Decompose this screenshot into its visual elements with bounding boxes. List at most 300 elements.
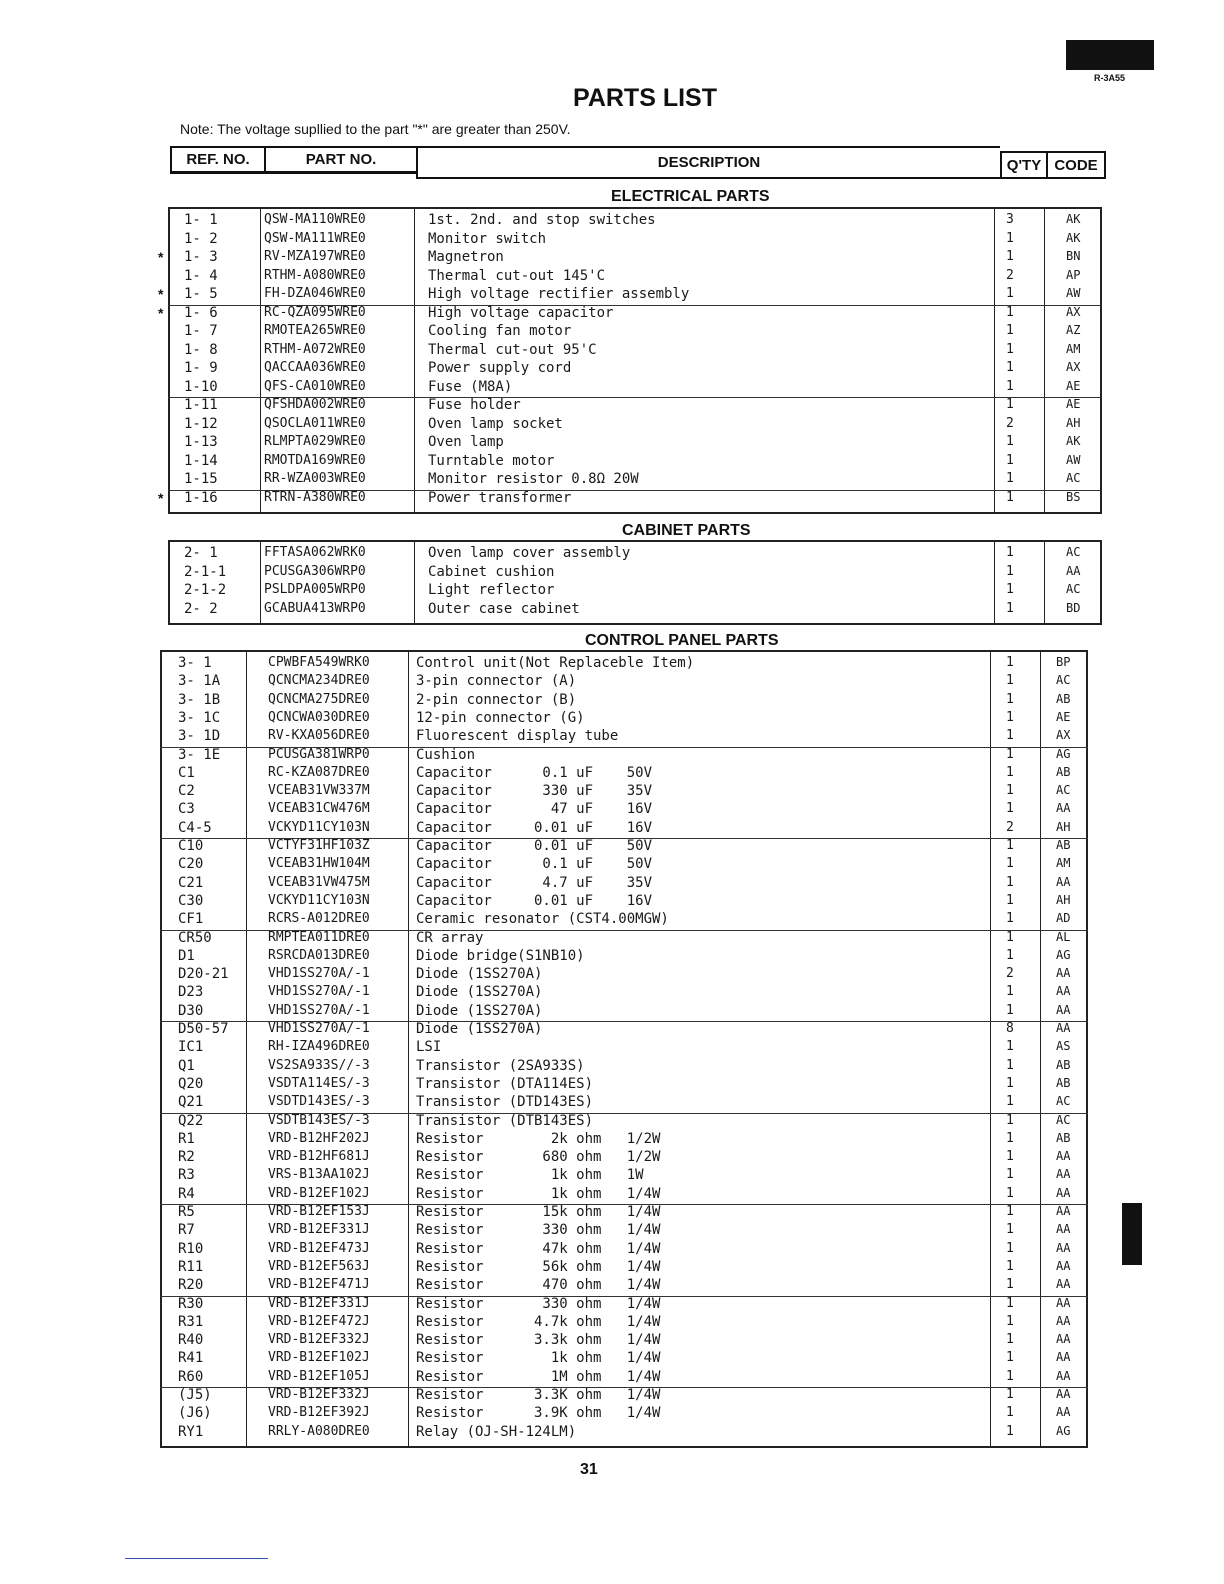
qty-cell: 1 [1006,764,1014,780]
table-row [160,1021,1088,1039]
part-no-cell: RC-QZA095WRE0 [264,304,366,320]
description-cell: 2-pin connector (B) [416,691,577,708]
table-row [160,1204,1088,1222]
code-cell: AW [1066,286,1081,300]
part-no-cell: VRD-B12EF153J [268,1204,370,1219]
qty-cell: 1 [1006,947,1014,963]
part-no-cell: VSDTD143ES/-3 [268,1094,370,1110]
ref-no-cell: R20 [178,1277,204,1294]
code-cell: AG [1056,746,1071,761]
part-no-cell: VRD-B12EF331J [268,1222,370,1238]
part-no-cell: QCNCWA030DRE0 [268,709,370,725]
description-cell: Oven lamp socket [428,415,563,432]
code-cell: BN [1066,249,1081,263]
part-no-cell: PCUSGA381WRP0 [268,746,370,762]
code-cell: BD [1066,600,1081,615]
table-row [160,1076,1088,1094]
qty-cell: 1 [1006,673,1014,689]
ref-no-cell: R7 [178,1222,195,1239]
qty-cell: 1 [1006,378,1014,394]
qty-cell: 1 [1006,1258,1014,1274]
description-cell: Capacitor 330 uF 35V [416,783,653,800]
code-cell: AK [1066,434,1081,448]
qty-cell: 1 [1006,249,1014,264]
description-cell: Cabinet cushion [428,563,555,580]
high-voltage-mark: * [158,286,164,302]
table-row [168,582,1102,600]
qty-cell: 1 [1006,489,1014,505]
table-row [160,1094,1088,1112]
table-row [168,212,1102,230]
code-cell: AA [1056,1405,1071,1420]
qty-cell: 1 [1006,1167,1014,1183]
description-cell: Resistor 2k ohm 1/2W [416,1130,661,1147]
part-no-cell: VRD-B12EF471J [268,1277,370,1293]
code-cell: AA [1056,1240,1071,1255]
description-cell: Resistor 470 ohm 1/4W [416,1277,661,1294]
ref-no-cell: R1 [178,1130,195,1147]
qty-cell: 1 [1006,323,1014,338]
part-no-cell: RTHM-A080WRE0 [264,267,366,283]
qty-cell: 1 [1006,1368,1014,1384]
description-cell: Light reflector [428,582,555,598]
page-title: PARTS LIST [573,84,717,112]
description-cell: Capacitor 0.01 uF 16V [416,892,653,909]
qty-cell: 1 [1006,984,1014,1000]
description-cell: Thermal cut-out 145'C [428,267,606,284]
qty-cell: 1 [1006,286,1014,301]
part-no-cell: VHD1SS270A/-1 [268,1021,370,1036]
code-cell: AM [1056,856,1071,871]
description-cell: Resistor 3.3K ohm 1/4W [416,1387,661,1403]
ref-no-cell: R30 [178,1295,204,1312]
qty-cell: 1 [1006,1130,1014,1146]
code-cell: AA [1056,984,1071,999]
code-cell: AC [1056,673,1071,688]
ref-no-cell: IC1 [178,1039,204,1056]
table-row [168,286,1102,304]
description-cell: Resistor 47k ohm 1/4W [416,1240,661,1257]
code-cell: AA [1056,1350,1071,1365]
part-no-cell: PCUSGA306WRP0 [264,563,366,579]
ref-no-cell: 1-15 [184,471,218,487]
header-code: CODE [1048,151,1106,179]
ref-no-cell: C20 [178,856,204,873]
description-cell: Power supply cord [428,360,572,376]
description-cell: Diode bridge(S1NB10) [416,947,585,964]
part-no-cell: QSW-MA111WRE0 [264,230,366,246]
description-cell: Monitor resistor 0.8Ω 20W [428,471,639,487]
qty-cell: 1 [1006,1387,1014,1402]
header-part-no: PART NO. [266,146,416,174]
code-cell: AG [1056,1423,1071,1438]
qty-cell: 1 [1006,1332,1014,1348]
ref-no-cell: 1- 4 [184,267,218,284]
qty-cell: 1 [1006,1313,1014,1329]
table-row [160,1387,1088,1405]
part-no-cell: VCKYD11CY103N [268,819,370,835]
part-no-cell: FFTASA062WRK0 [264,545,366,560]
part-no-cell: VRD-B12EF473J [268,1240,370,1256]
header-description: DESCRIPTION [416,146,1000,179]
description-cell: Resistor 1k ohm 1W [416,1167,644,1184]
ref-no-cell: R2 [178,1149,195,1166]
table-row [168,397,1102,415]
table-row [160,673,1088,691]
table-row [168,564,1102,582]
qty-cell: 1 [1006,911,1014,927]
part-no-cell: VHD1SS270A/-1 [268,966,370,982]
description-cell: Resistor 3.9K ohm 1/4W [416,1405,661,1422]
code-cell: AA [1056,1368,1071,1383]
code-cell: AB [1056,764,1071,779]
table-row [168,379,1102,397]
part-no-cell: RSRCDA013DRE0 [268,947,370,963]
part-no-cell: QSOCLA011WRE0 [264,415,366,431]
description-cell: Transistor (DTB143ES) [416,1112,594,1129]
code-cell: AA [1056,1222,1071,1237]
table-row [160,710,1088,728]
code-cell: AC [1056,1094,1071,1109]
table-row [168,453,1102,471]
table-header [170,146,1106,184]
description-cell: CR array [416,929,484,946]
table-row [160,1350,1088,1368]
code-cell: AE [1056,709,1071,724]
electrical-parts-table [168,207,1102,514]
part-no-cell: GCABUA413WRP0 [264,600,366,616]
table-row [160,930,1088,948]
table-row [160,728,1088,746]
qty-cell: 1 [1006,746,1014,762]
code-cell: AB [1056,1075,1071,1090]
table-row [168,490,1102,508]
qty-cell: 1 [1006,1112,1014,1128]
qty-cell: 1 [1006,1405,1014,1421]
description-cell: Capacitor 4.7 uF 35V [416,874,653,891]
ref-no-cell: 1- 5 [184,286,218,302]
code-cell: AX [1066,304,1081,319]
ref-no-cell: 1-13 [184,434,218,450]
qty-cell: 1 [1006,1423,1014,1439]
code-cell: AA [1056,1258,1071,1273]
header-qty: Q'TY [1000,151,1048,179]
part-no-cell: FH-DZA046WRE0 [264,286,366,301]
code-cell: AZ [1066,323,1081,337]
description-cell: 12-pin connector (G) [416,709,585,726]
code-cell: AA [1056,801,1071,816]
table-row [168,360,1102,378]
ref-no-cell: R40 [178,1332,204,1349]
qty-cell: 1 [1006,1149,1014,1165]
table-row [168,342,1102,360]
part-no-cell: VCEAB31VW475M [268,874,370,890]
ref-no-cell: R5 [178,1204,195,1220]
qty-cell: 1 [1006,728,1014,744]
code-cell: AH [1066,415,1081,430]
table-row [168,416,1102,434]
description-cell: Resistor 330 ohm 1/4W [416,1222,661,1239]
table-row [168,601,1102,619]
part-no-cell: VRD-B12EF563J [268,1258,370,1274]
description-cell: Resistor 680 ohm 1/2W [416,1149,661,1166]
description-cell: Resistor 4.7k ohm 1/4W [416,1313,661,1330]
table-row [160,1405,1088,1423]
table-row [160,875,1088,893]
table-row [168,434,1102,452]
table-row [160,911,1088,929]
table-row [160,1369,1088,1387]
qty-cell: 2 [1006,267,1014,283]
part-no-cell: RMOTEA265WRE0 [264,323,366,338]
code-cell: AA [1056,1204,1071,1218]
ref-no-cell: 2- 2 [184,600,218,617]
ref-no-cell: C4-5 [178,819,212,836]
part-no-cell: VRD-B12EF102J [268,1185,370,1201]
code-cell: AA [1056,1149,1071,1164]
table-row [160,801,1088,819]
part-no-cell: VRD-B12EF392J [268,1405,370,1421]
ref-no-cell: D1 [178,947,195,964]
section-title-electrical: ELECTRICAL PARTS [611,188,770,205]
ref-no-cell: Q1 [178,1057,195,1074]
table-row [160,820,1088,838]
ref-no-cell: R31 [178,1313,204,1330]
table-row [160,838,1088,856]
qty-cell: 1 [1006,1057,1014,1073]
ref-no-cell: Q20 [178,1075,204,1092]
part-no-cell: RC-KZA087DRE0 [268,764,370,780]
description-cell: Resistor 3.3k ohm 1/4W [416,1332,661,1349]
part-no-cell: VSDTB143ES/-3 [268,1112,370,1128]
table-row [160,1131,1088,1149]
code-cell: AD [1056,911,1071,926]
qty-cell: 1 [1006,434,1014,449]
table-row [160,1259,1088,1277]
description-cell: Oven lamp cover assembly [428,545,631,561]
code-cell: AC [1056,1112,1071,1127]
code-cell: AB [1056,1057,1071,1072]
qty-cell: 2 [1006,415,1014,431]
description-cell: Transistor (DTD143ES) [416,1094,594,1111]
side-tab-mark [1122,1203,1142,1265]
qty-cell: 1 [1006,600,1014,616]
code-cell: AH [1056,892,1071,907]
ref-no-cell: R3 [178,1167,195,1184]
ref-no-cell: R10 [178,1240,204,1257]
description-cell: Monitor switch [428,230,547,247]
part-no-cell: PSLDPA005WRP0 [264,582,366,597]
code-cell: AG [1056,947,1071,962]
cabinet-parts-table [168,540,1102,625]
part-no-cell: QSW-MA110WRE0 [264,212,366,227]
table-row [160,1039,1088,1057]
part-no-cell: VRS-B13AA102J [268,1167,370,1183]
code-cell: AA [1056,874,1071,889]
description-cell: High voltage rectifier assembly [428,286,690,302]
code-cell: AA [1056,1332,1071,1347]
qty-cell: 2 [1006,819,1014,835]
ref-no-cell: D20-21 [178,966,229,983]
ref-no-cell: C10 [178,838,204,854]
qty-cell: 1 [1006,304,1014,320]
ref-no-cell: 1-12 [184,415,218,432]
ref-no-cell: 2-1-1 [184,563,227,580]
corner-tab-block [1066,40,1154,70]
part-no-cell: VRD-B12EF472J [268,1313,370,1329]
ref-no-cell: 1- 3 [184,249,218,265]
table-row [168,471,1102,489]
ref-no-cell: RY1 [178,1423,204,1440]
ref-no-cell: R4 [178,1185,195,1202]
description-cell: Diode (1SS270A) [416,1002,543,1019]
part-no-cell: VCEAB31VW337M [268,783,370,799]
part-no-cell: VRD-B12EF331J [268,1295,370,1311]
code-cell: AW [1066,452,1081,467]
table-row [160,1167,1088,1185]
qty-cell: 1 [1006,1075,1014,1091]
qty-cell: 1 [1006,1240,1014,1256]
description-cell: Transistor (2SA933S) [416,1057,585,1074]
qty-cell: 1 [1006,230,1014,246]
code-cell: AX [1066,360,1081,374]
description-cell: Ceramic resonator (CST4.00MGW) [416,911,669,928]
part-no-cell: CPWBFA549WRK0 [268,655,370,670]
table-row [168,249,1102,267]
qty-cell: 1 [1006,801,1014,817]
qty-cell: 1 [1006,655,1014,670]
qty-cell: 1 [1006,929,1014,945]
model-number: R-3A55 [1094,73,1126,83]
code-cell: AA [1056,1185,1071,1200]
code-cell: AC [1066,582,1081,596]
table-row [160,655,1088,673]
table-row [160,1314,1088,1332]
code-cell: AA [1056,1277,1071,1292]
description-cell: Capacitor 0.01 uF 16V [416,819,653,836]
table-row [168,268,1102,286]
description-cell: Cushion [416,746,476,763]
part-no-cell: RMOTDA169WRE0 [264,452,366,468]
qty-cell: 1 [1006,1039,1014,1055]
code-cell: AE [1066,378,1081,393]
part-no-cell: QFS-CA010WRE0 [264,378,366,394]
ref-no-cell: Q21 [178,1094,204,1111]
code-cell: AC [1066,471,1081,485]
description-cell: Control unit(Not Replaceble Item) [416,655,695,671]
qty-cell: 1 [1006,1185,1014,1201]
qty-cell: 1 [1006,1094,1014,1110]
qty-cell: 1 [1006,1222,1014,1238]
section-title-control: CONTROL PANEL PARTS [585,632,779,649]
table-row [160,1241,1088,1259]
part-no-cell: VS2SA933S//-3 [268,1057,370,1073]
table-row [160,1186,1088,1204]
code-cell: AL [1056,929,1071,944]
ref-no-cell: C21 [178,874,204,891]
part-no-cell: RLMPTA029WRE0 [264,434,366,449]
code-cell: AC [1056,783,1071,798]
ref-no-cell: 3- 1C [178,709,221,726]
ref-no-cell: 3- 1B [178,691,221,708]
ref-no-cell: C2 [178,783,195,800]
part-no-cell: VRD-B12EF105J [268,1368,370,1384]
ref-no-cell: (J6) [178,1405,212,1422]
qty-cell: 1 [1006,1002,1014,1018]
code-cell: AA [1056,1002,1071,1017]
code-cell: AS [1056,1039,1071,1054]
ref-no-cell: 2- 1 [184,545,218,561]
part-no-cell: QFSHDA002WRE0 [264,397,366,412]
code-cell: AM [1066,341,1081,356]
code-cell: AA [1056,1295,1071,1310]
description-cell: Fuse holder [428,397,521,413]
table-row [160,1424,1088,1442]
qty-cell: 1 [1006,783,1014,799]
part-no-cell: RMPTEA011DRE0 [268,929,370,945]
qty-cell: 1 [1006,341,1014,357]
control-panel-parts-table [160,650,1088,1448]
description-cell: Thermal cut-out 95'C [428,341,597,358]
ref-no-cell: 1- 9 [184,360,218,376]
code-cell: AA [1056,966,1071,981]
part-no-cell: QCNCMA275DRE0 [268,691,370,707]
ref-no-cell: (J5) [178,1387,212,1403]
ref-no-cell: R41 [178,1350,204,1367]
table-row [160,692,1088,710]
page-number: 31 [580,1461,598,1478]
table-row [160,1149,1088,1167]
ref-no-cell: C30 [178,892,204,909]
code-cell: AP [1066,267,1081,282]
table-row [168,305,1102,323]
code-cell: AB [1056,838,1071,852]
ref-no-cell: 1- 6 [184,304,218,321]
code-cell: AB [1056,1130,1071,1145]
ref-no-cell: 1-11 [184,397,218,413]
part-no-cell: VRD-B12EF332J [268,1332,370,1348]
code-cell: AA [1056,1387,1071,1401]
part-no-cell: RCRS-A012DRE0 [268,911,370,927]
description-cell: Oven lamp [428,434,504,450]
table-row [168,231,1102,249]
table-row [168,323,1102,341]
description-cell: High voltage capacitor [428,304,614,321]
code-cell: AK [1066,212,1081,226]
part-no-cell: VCKYD11CY103N [268,892,370,908]
description-cell: Capacitor 0.1 uF 50V [416,856,653,873]
description-cell: Diode (1SS270A) [416,966,543,983]
code-cell: AX [1056,728,1071,743]
table-row [160,1058,1088,1076]
table-row [160,1113,1088,1131]
ref-no-cell: 3- 1A [178,673,221,690]
code-cell: BS [1066,489,1081,504]
ref-no-cell: 1-14 [184,452,218,469]
qty-cell: 1 [1006,709,1014,725]
description-cell: Magnetron [428,249,504,265]
table-row [160,984,1088,1002]
high-voltage-mark: * [158,304,164,321]
description-cell: Relay (OJ-SH-124LM) [416,1423,577,1440]
qty-cell: 1 [1006,471,1014,486]
qty-cell: 1 [1006,838,1014,853]
description-cell: Resistor 1k ohm 1/4W [416,1185,661,1202]
table-row [168,545,1102,563]
part-no-cell: RV-MZA197WRE0 [264,249,366,264]
description-cell: 3-pin connector (A) [416,673,577,690]
table-row [160,966,1088,984]
